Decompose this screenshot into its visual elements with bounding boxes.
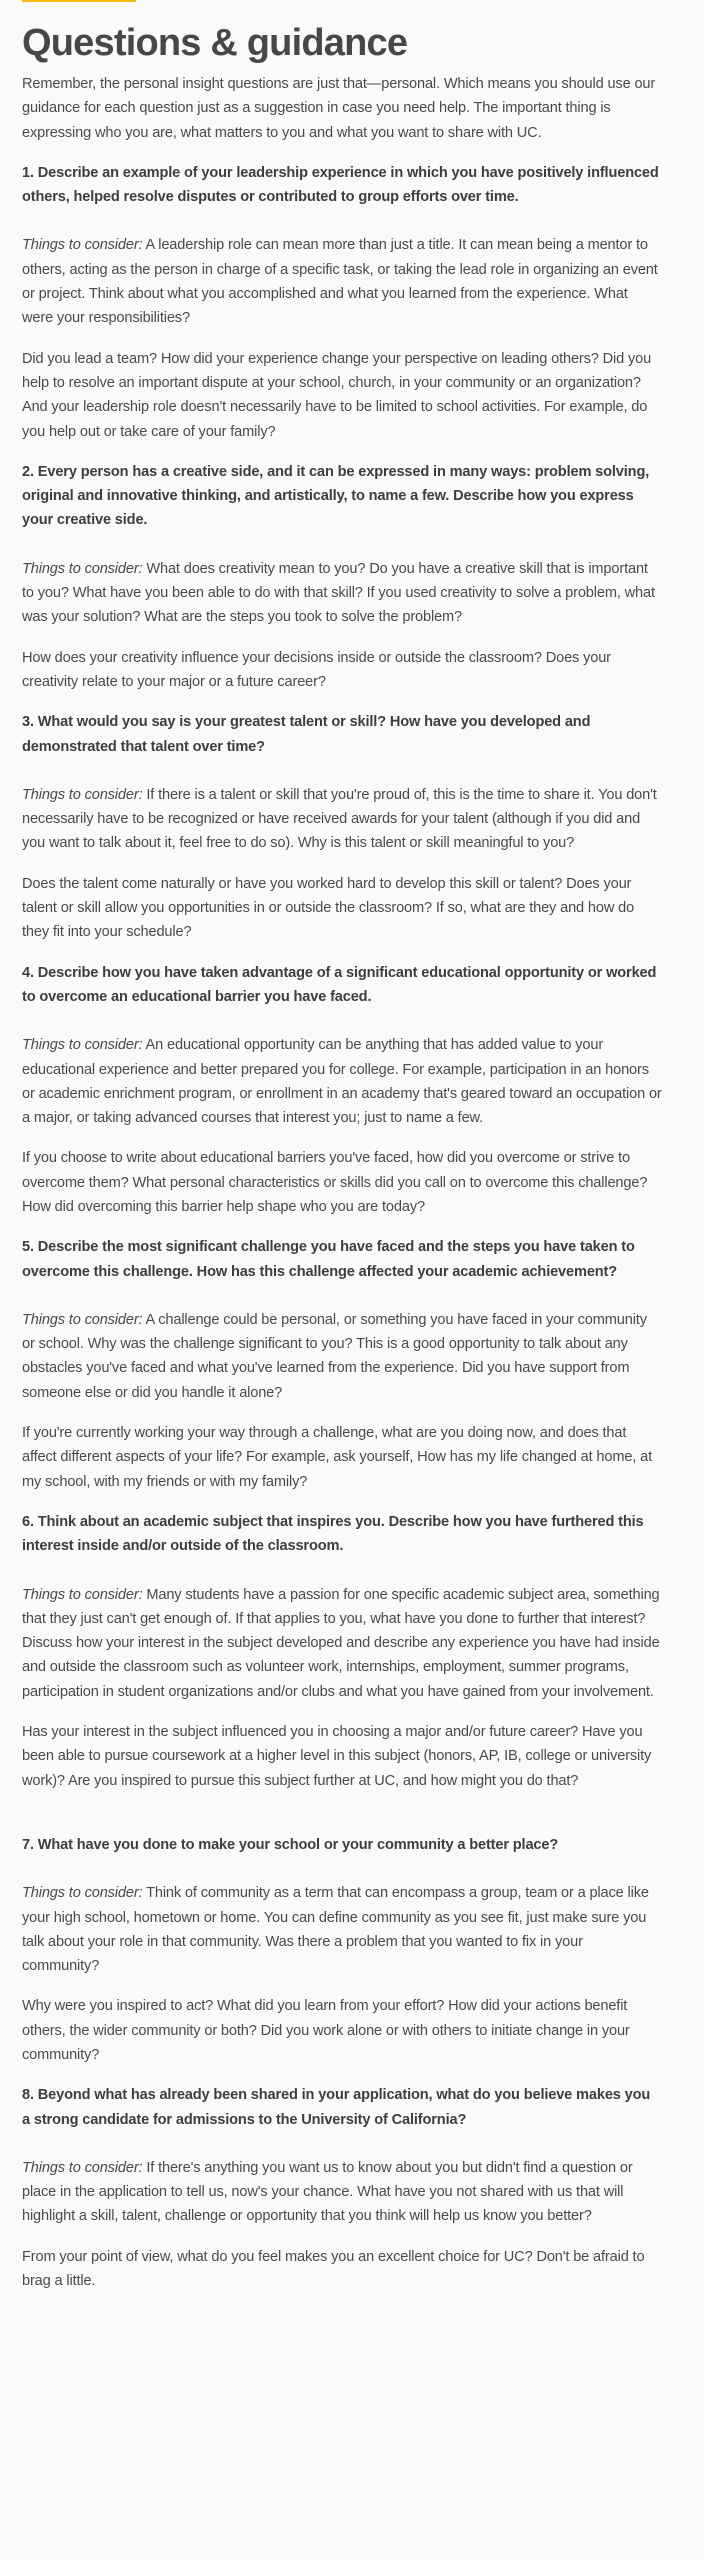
question-heading: 2. Every person has a creative side, and it can be expressed in many ways: problem solving, original and innovative thinking, and artistically, to name a few. Describe how you express your creative side. [22,463,650,529]
followup-paragraph: Does the talent come naturally or have you worked hard to develop this skill or talent? Does your talent or skill allow you opportunities in or outside the classroom? If so, what are they and how do they fit into your schedule? [22,875,635,941]
consider-text: An educational opportunity can be anything that has added value to your educational experience and better prepared you for college. For example, participation in an honors or academic enrichment program, or enrollment in an academy that's geared toward an occupation or a major, or taking advanced courses that interest you; just to name a few. [22,1037,662,1127]
accent-bar [22,0,136,2]
consider-text: If there is a talent or skill that you're proud of, this is the time to share it. You don't necessarily have to be recognized or have received awards for your talent (although if you did and you want to talk about it, feel free to do so). Why is this talent or skill meaningful to you? [22,786,657,852]
followup-paragraph: Did you lead a team? How did your experience change your perspective on leading others? Did you help to resolve an important dispute at your school, church, in your community or an organization? And your leadership role doesn't necessarily have to be limited to school activities. For example, do you help out or take care of your family? [22,350,652,440]
intro-paragraph: Remember, the personal insight questions are just that—personal. Which means you should use our guidance for each question just as a suggestion in case you need help. The important thing is expressing who you are, what matters to you and what you want to share with UC. [22,76,656,141]
consider-text: Many students have a passion for one specific academic subject area, something that they just can't get enough of. If that applies to you, what have you done to further that interest? Discuss how your interest in the subject developed and describe any experience you have had inside and outside the classroom such as volunteer work, internships, employment, summer programs, participation in student organizations and/or clubs and what you have gained from your involvement. [22,1586,660,1700]
consider-label: Things to consider: [22,1885,143,1902]
consider-label: Things to consider: [22,237,143,254]
things-to-consider [22,1033,662,1130]
things-to-consider [22,233,662,330]
question-heading: 7. What have you done to make your school or your community a better place? [22,1836,559,1853]
question-heading: 8. Beyond what has already been shared in your application, what do you believe makes you a strong candidate for admissions to the University of California? [22,2087,651,2128]
followup-paragraph: How does your creativity influence your decisions inside or outside the classroom? Does your creativity relate to your major or a future career? [22,649,611,690]
main-content [22,20,662,2309]
things-to-consider [22,1583,662,1704]
question-section-4 [22,961,662,1220]
things-to-consider [22,2156,662,2229]
consider-label: Things to consider: [22,1311,143,1328]
consider-label: Things to consider: [22,1037,143,1054]
question-section-6 [22,1510,662,1793]
followup-paragraph: From your point of view, what do you feel makes you an excellent choice for UC? Don't be afraid to brag a little. [22,2248,645,2290]
question-heading: 3. What would you say is your greatest talent or skill? How have you developed and demonstrated that talent over time? [22,714,591,755]
consider-text: What does creativity mean to you? Do you have a creative skill that is important to you? What have you been able to do with that skill? If you used creativity to solve a problem, what was your solution? What are the steps you took to solve the problem? [22,560,655,626]
consider-text: A leadership role can mean more than just a title. It can mean being a mentor to others, acting as the person in charge of a specific task, or taking the lead role in organizing an event or project. Think about what you accomplished and what you learned from the experience. What were your responsibilities? [22,237,658,327]
things-to-consider [22,1881,662,1978]
question-section-3 [22,710,662,944]
consider-label: Things to consider: [22,560,143,577]
page-title: Questions & guidance [22,22,408,64]
consider-label: Things to consider: [22,2159,143,2176]
followup-paragraph: If you choose to write about educational barriers you've faced, how did you overcome or strive to overcome them? What personal characteristics or skills did you call on to overcome this challenge? How did overcoming this barrier help shape who you are today? [22,1150,648,1215]
question-section-8 [22,2083,662,2293]
question-heading: 4. Describe how you have taken advantage of a significant educational opportunity or worked to overcome an educational barrier you have faced. [22,964,657,1005]
question-section-5 [22,1235,662,1494]
question-section-7 [22,1833,662,2067]
things-to-consider [22,783,662,856]
consider-text: If there's anything you want us to know about you but didn't find a question or place in the application to tell us, now's your chance. What have you not shared with us that will highlight a skill, talent, challenge or opportunity that you think will help us know you better? [22,2159,633,2225]
followup-paragraph: If you're currently working your way through a challenge, what are you doing now, and does that affect different aspects of your life? For example, ask yourself, How has my life changed at home, at my school, with my friends or with my family? [22,1425,653,1490]
question-section-2 [22,460,662,694]
question-heading: 1. Describe an example of your leadership experience in which you have positively influenced others, helped resolve disputes or contributed to group efforts over time. [22,164,659,206]
consider-label: Things to consider: [22,786,143,803]
spacer [22,1809,662,1833]
consider-text: Think of community as a term that can encompass a group, team or a place like your high school, hometown or home. You can define community as you see fit, just make sure you talk about your role in that community. Was there a problem that you wanted to fix in your community? [22,1885,649,1975]
things-to-consider [22,557,662,630]
consider-label: Things to consider: [22,1586,143,1603]
question-section-1 [22,161,662,444]
followup-paragraph: Has your interest in the subject influenced you in choosing a major and/or future career? Have you been able to pursue coursework at a higher level in this subject (honors, AP, IB, college or university work)? Are you inspired to pursue this subject further at UC, and how might you do that? [22,1724,652,1789]
consider-text: A challenge could be personal, or something you have faced in your community or school. Why was the challenge significant to you? This is a good opportunity to talk about any obstacles you've faced and what you've learned from the experience. Did you have support from someone else or did you handle it alone? [22,1311,647,1401]
question-heading: 5. Describe the most significant challenge you have faced and the steps you have taken to overcome this challenge. How has this challenge affected your academic achievement? [22,1239,635,1280]
followup-paragraph: Why were you inspired to act? What did you learn from your effort? How did your actions benefit others, the wider community or both? Did you work alone or with others to initiate change in your community? [22,1998,630,2063]
things-to-consider [22,1308,662,1405]
question-heading: 6. Think about an academic subject that inspires you. Describe how you have furthered this interest inside and/or outside of the classroom. [22,1513,644,1555]
